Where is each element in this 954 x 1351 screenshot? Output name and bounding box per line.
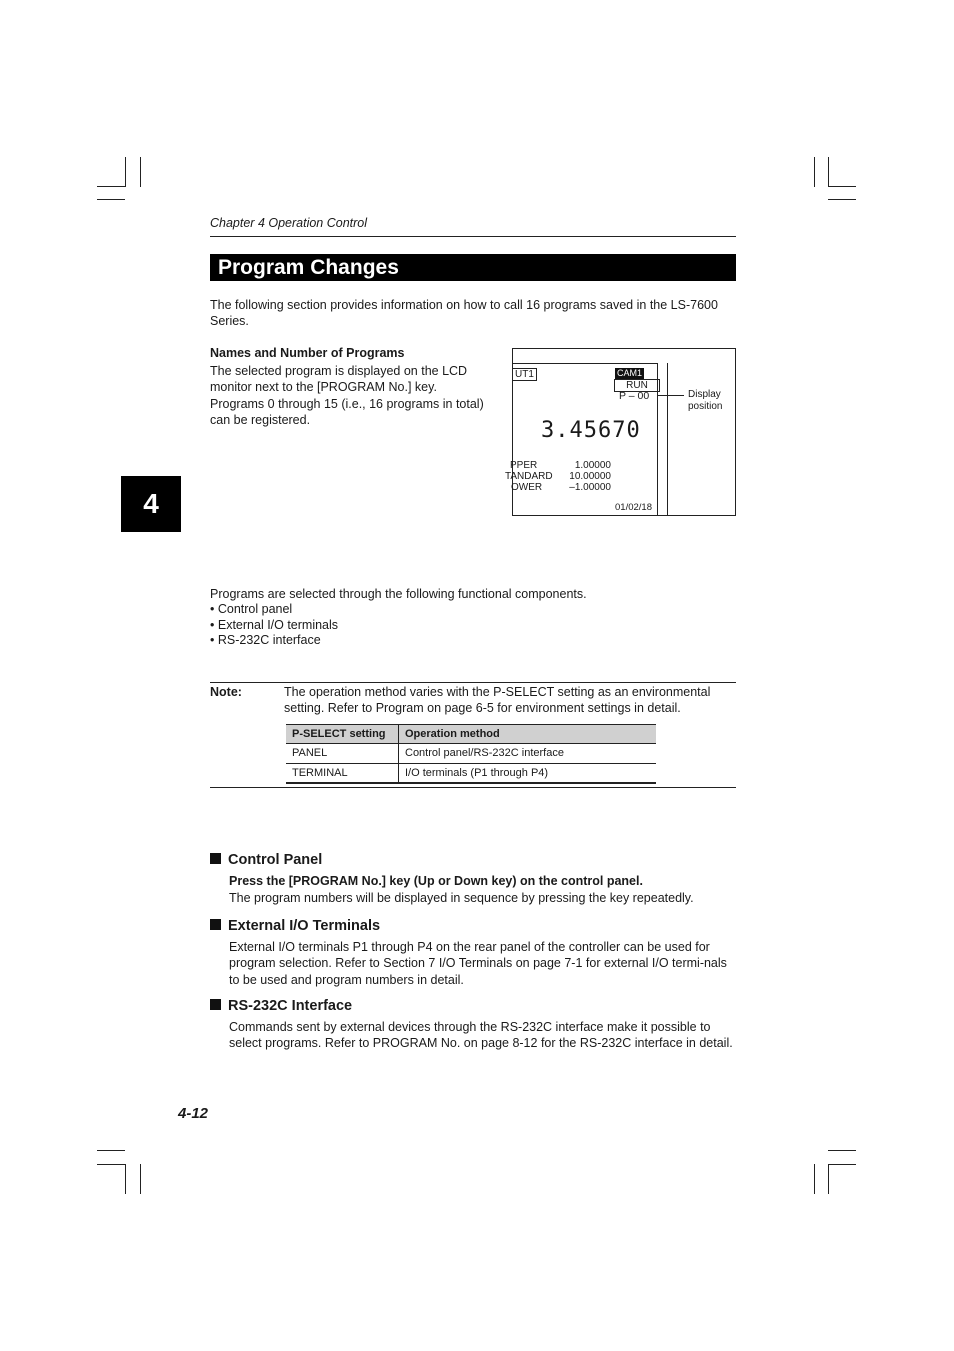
table-header-row (286, 725, 656, 744)
rs232c-body: Commands sent by external devices through the RS-232C interface make it possible to select programs. Refer to PROGRAM No. on page 8-12 for the RS-232C interface in detail. (229, 1020, 733, 1051)
list-item: • External I/O terminals (210, 618, 338, 634)
lcd-row-label: PPER (510, 460, 538, 471)
intro-paragraph: The following section provides information on how to call 16 programs saved in the LS-7600 Series. (210, 298, 718, 329)
table-cell: I/O terminals (P1 through P4) (399, 763, 657, 783)
lcd-row (510, 460, 611, 471)
lcd-row-value: 1.00000 (574, 460, 611, 471)
table-header: P-SELECT setting (286, 725, 399, 744)
crop-mark (140, 1164, 141, 1194)
note-rule (210, 682, 736, 683)
crop-mark (828, 1150, 856, 1151)
crop-mark (125, 1164, 126, 1194)
note-label: Note: (210, 685, 242, 699)
title-bar (210, 254, 736, 281)
section-heading-control-panel (210, 851, 322, 870)
lcd-cam-label: CAM1 (617, 368, 643, 378)
selection-intro: Programs are selected through the following functional components. (210, 587, 587, 601)
lcd-program-number: P – 00 (619, 390, 650, 402)
lcd-row (505, 471, 611, 482)
names-heading: Names and Number of Programs (210, 346, 405, 360)
crop-mark (97, 199, 125, 200)
crop-mark (828, 199, 856, 200)
lcd-row-label: TANDARD (505, 471, 553, 482)
section-heading-text: Control Panel (228, 852, 323, 868)
callout-line1: Display (688, 389, 721, 400)
lcd-out-label: UT1 (513, 368, 537, 381)
page-number: 4-12 (178, 1105, 209, 1122)
square-bullet-icon (210, 919, 221, 930)
external-io-body: External I/O terminals P1 through P4 on the rear panel of the controller can be used for program selection. Refer to Section 7 I/O Terminals on page 7-1 for external I/O termi-nals to be used and program numbers in detail. (229, 940, 727, 987)
section-heading-rs232c (210, 997, 352, 1016)
crop-mark (97, 1150, 125, 1151)
list-item: • Control panel (210, 602, 338, 618)
table-header: Operation method (399, 725, 657, 744)
crop-mark (140, 157, 141, 187)
page-title: Program Changes (218, 256, 399, 279)
section-heading-text: RS-232C Interface (228, 998, 353, 1014)
crop-mark (97, 1164, 125, 1165)
table-cell: PANEL (286, 744, 399, 763)
control-panel-instruction: Press the [PROGRAM No.] key (Up or Down key) on the control panel. (229, 874, 643, 888)
crop-mark (828, 186, 856, 187)
lcd-row-value: –1.00000 (569, 482, 611, 493)
table-row (286, 763, 656, 783)
crop-mark (814, 157, 815, 187)
crop-mark (828, 157, 829, 187)
table-row (286, 744, 656, 763)
list-item: • RS-232C interface (210, 633, 338, 649)
note-rule (210, 787, 736, 788)
crop-mark (125, 157, 126, 187)
crop-mark (97, 186, 125, 187)
lcd-status: RUN (614, 379, 660, 392)
note-text: The operation method varies with the P-SELECT setting as an environmental setting. Refer to Program on page 6-5 for environment settings in detail. (284, 685, 711, 716)
control-panel-body: The program numbers will be displayed in sequence by pressing the key repeatedly. (229, 891, 694, 905)
chapter-tab: 4 (121, 476, 181, 532)
lcd-date: 01/02/18 (615, 502, 652, 513)
table-cell: TERMINAL (286, 763, 399, 783)
header-rule (210, 236, 736, 237)
lcd-measured-value: 3.45670 (541, 418, 641, 443)
lcd-figure (505, 348, 736, 516)
table-cell: Control panel/RS-232C interface (399, 744, 657, 763)
chapter-header: Chapter 4 Operation Control (210, 216, 368, 230)
section-heading-external-io (210, 917, 380, 936)
selection-list (210, 602, 338, 649)
lcd-row (511, 482, 611, 493)
square-bullet-icon (210, 853, 221, 864)
lcd-bezel-line (667, 363, 668, 515)
callout-line (657, 395, 684, 396)
lcd-row-label: OWER (511, 482, 543, 493)
square-bullet-icon (210, 999, 221, 1010)
section-heading-text: External I/O Terminals (228, 918, 381, 934)
callout-line2: position (688, 401, 723, 412)
names-body: The selected program is displayed on the LCD monitor next to the [PROGRAM No.] key. Programs 0 through 15 (i.e., 16 programs in total) can be registered. (210, 364, 484, 427)
display-position-callout (688, 389, 722, 413)
crop-mark (828, 1164, 856, 1165)
p-select-table (286, 724, 656, 784)
lcd-row-value: 10.00000 (569, 471, 611, 482)
crop-mark (814, 1164, 815, 1194)
crop-mark (828, 1164, 829, 1194)
